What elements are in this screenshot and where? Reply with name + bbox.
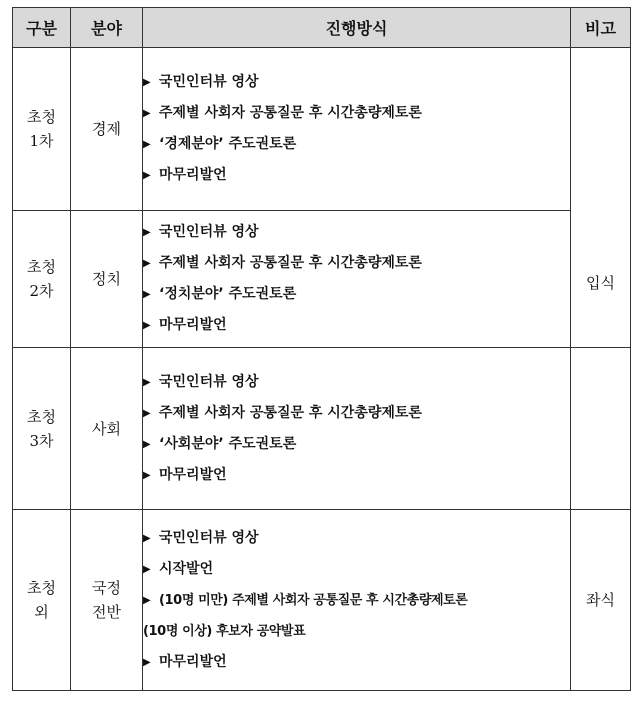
- right-triangle-icon: ▶: [143, 227, 151, 238]
- table-row: [13, 211, 631, 348]
- field-cell: [71, 211, 143, 348]
- method-list: [143, 217, 570, 341]
- field-line: 국정: [92, 579, 121, 597]
- list-item: [143, 585, 570, 616]
- right-triangle-icon: ▶: [143, 469, 151, 481]
- header-row: [13, 8, 631, 48]
- field-line: 전반: [92, 603, 121, 621]
- list-item: [143, 279, 570, 310]
- item-text: ‘사회분야’ 주도권토론: [159, 435, 297, 452]
- category-line: 2차: [29, 282, 54, 300]
- right-triangle-icon: ▶: [143, 320, 151, 331]
- method-cell: [143, 211, 571, 348]
- category-cell: [13, 211, 71, 348]
- right-triangle-icon: ▶: [143, 108, 151, 119]
- category-line: 초청: [27, 579, 56, 597]
- item-text: 주제별 사회자 공통질문 후 시간총량제토론: [159, 404, 422, 421]
- list-item: [143, 98, 570, 129]
- category-cell: [13, 348, 71, 510]
- right-triangle-icon: ▶: [143, 656, 151, 668]
- category-cell: [13, 510, 71, 691]
- list-item: [143, 310, 570, 341]
- table-row: [13, 348, 631, 510]
- item-text: 국민인터뷰 영상: [159, 224, 259, 240]
- note-cell-standing: [571, 48, 631, 348]
- header-category: 구분: [13, 8, 71, 48]
- field-cell: [71, 510, 143, 691]
- category-cell: [13, 48, 71, 211]
- note-text: 입식: [586, 274, 615, 292]
- right-triangle-icon: ▶: [143, 438, 151, 450]
- header-field: 분야: [71, 8, 143, 48]
- method-cell: [143, 348, 571, 510]
- field-line: 정치: [92, 270, 121, 288]
- right-triangle-icon: ▶: [143, 594, 151, 606]
- field-line: 경제: [92, 120, 121, 138]
- list-item: [143, 647, 570, 678]
- item-text: 주제별 사회자 공통질문 후 시간총량제토론: [159, 255, 422, 271]
- method-cell: [143, 510, 571, 691]
- category-line: 외: [34, 603, 49, 621]
- list-item: [143, 460, 570, 491]
- item-text: ‘경제분야’ 주도권토론: [159, 136, 297, 152]
- right-triangle-icon: ▶: [143, 532, 151, 544]
- item-text: 국민인터뷰 영상: [159, 373, 259, 390]
- note-text: 좌식: [586, 591, 615, 609]
- list-item: [143, 398, 570, 429]
- field-cell: [71, 48, 143, 211]
- item-text: (10명 이상) 후보자 공약발표: [143, 623, 306, 639]
- item-text: 국민인터뷰 영상: [159, 529, 259, 546]
- right-triangle-icon: ▶: [143, 139, 151, 150]
- method-list: [143, 67, 570, 191]
- method-list: [143, 367, 570, 491]
- field-cell: [71, 348, 143, 510]
- table-row: [13, 48, 631, 211]
- list-item: [143, 367, 570, 398]
- category-line: 1차: [29, 132, 54, 150]
- list-item: [143, 248, 570, 279]
- list-item: [143, 429, 570, 460]
- right-triangle-icon: ▶: [143, 376, 151, 388]
- category-line: 초청: [27, 258, 56, 276]
- table-row: [13, 510, 631, 691]
- item-text: (10명 미만) 주제별 사회자 공통질문 후 시간총량제토론: [159, 592, 468, 608]
- right-triangle-icon: ▶: [143, 407, 151, 419]
- right-triangle-icon: ▶: [143, 77, 151, 88]
- note-cell-seated: [571, 510, 631, 691]
- item-text: 마무리발언: [159, 167, 227, 183]
- list-item: [143, 67, 570, 98]
- list-item: [143, 217, 570, 248]
- header-note: 비고: [571, 8, 631, 48]
- item-text: 시작발언: [159, 560, 214, 577]
- method-list: [143, 523, 570, 678]
- category-line: 3차: [29, 431, 54, 450]
- list-item: [143, 160, 570, 191]
- header-method: 진행방식: [143, 8, 571, 48]
- right-triangle-icon: ▶: [143, 563, 151, 575]
- list-item: [143, 616, 570, 647]
- category-line: 초청: [27, 108, 56, 126]
- list-item: [143, 554, 570, 585]
- note-cell-empty: [571, 348, 631, 510]
- right-triangle-icon: ▶: [143, 258, 151, 269]
- item-text: 마무리발언: [159, 653, 227, 670]
- method-cell: [143, 48, 571, 211]
- category-line: 초청: [27, 407, 56, 426]
- debate-format-table: [12, 7, 631, 691]
- right-triangle-icon: ▶: [143, 289, 151, 300]
- field-line: 사회: [92, 419, 121, 438]
- item-text: 국민인터뷰 영상: [159, 74, 259, 90]
- item-text: 마무리발언: [159, 317, 227, 333]
- item-text: 마무리발언: [159, 466, 227, 483]
- item-text: 주제별 사회자 공통질문 후 시간총량제토론: [159, 105, 422, 121]
- item-text: ‘정치분야’ 주도권토론: [159, 286, 297, 302]
- list-item: [143, 129, 570, 160]
- list-item: [143, 523, 570, 554]
- right-triangle-icon: ▶: [143, 170, 151, 181]
